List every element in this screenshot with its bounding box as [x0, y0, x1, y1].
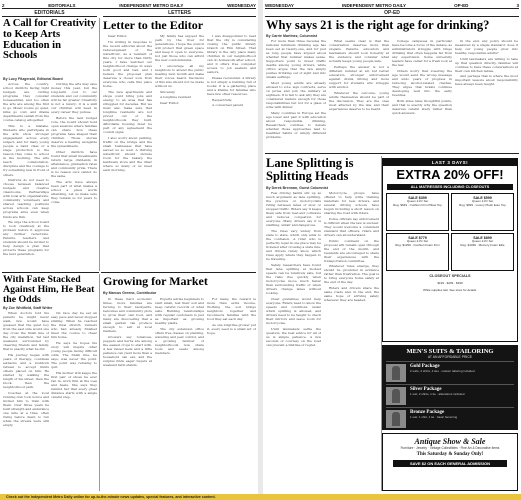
sale-item: [386, 233, 449, 271]
feature-para: Coaches at the local running club took notice and invited him to train with them. Over three years he built strength and endurance one mile at a time, often rising before dawn to run while the streets were still empty.: [3, 390, 49, 428]
footer-banner[interactable]: Check out the Independent Metro Daily online for up-to-the-minute news updates, special features, and interactive content.: [0, 494, 521, 500]
letters-col-1: [103, 34, 152, 271]
section-divider: [2, 272, 99, 273]
op-ed-para: Until lawmakers are willing to take up that question directly, families will continue to have these conversations at their own kitchen tables.: [455, 56, 518, 73]
growing-para: In these hard economic times, more families are turning to their backyards, balconies and community plots to grow their own food, and many are discovering that a small garden can produce enough to sell at local markets.: [103, 297, 152, 334]
growing-para: For many, the reward is more than extra income. Working the soil brings neighbors together and reconnects families with the food they eat each day.: [207, 297, 256, 322]
growing-para: Growers say tomatoes, peppers and herbs are among the easiest crops to start with. A few raised beds and a little patience can yield more than a household can eat, and the surplus finds eager buyers at weekend farm stands.: [103, 334, 152, 368]
right-folio-paper: INDEPENDENT METRO DAILY: [341, 2, 407, 8]
op-ed-col-3: [392, 39, 452, 151]
growing-para: The city extension office offers free classes on planting, watering and pest control, and a growing number of neighborhoods now share tools and seeds among members.: [155, 326, 204, 356]
feature-headline: With Fate Stacked Against Him, He Beat the Odds: [3, 274, 95, 305]
mattress-sale-ad[interactable]: [382, 158, 518, 342]
editorial-para: Districts do not need to choose between balanced budgets and creative classrooms. Partnerships with local arts organizations, community volunteers and shared teaching positions across schools can keep programs alive even when funds are thin.: [3, 178, 49, 219]
left-folio: [2, 2, 256, 9]
growing-headline: Growing for Market: [103, 274, 208, 288]
sale-item-name: SALE $599: [473, 196, 492, 200]
letter-para: A concerned parent: [212, 103, 244, 108]
suits-title: MEN'S SUITS & TAILORING: [406, 348, 494, 355]
sale-item: [386, 193, 449, 231]
op-ed-para: Many countries in Europe set the age lower and pair it with education about responsible drinking. Researchers continue to debate whether those approaches lead to healthier habits or simply different problems.: [266, 110, 326, 140]
lane-para: Motorcycle groups have offered to help write training materials for new drivers, and several driving schools have begun including a short lesson on sharing the road with riders.: [324, 191, 379, 216]
editorial-para: Other districts have found that small investments return large dividends in attendance, graduation rates and community pride. There is no reason ours cannot do the same.: [51, 149, 97, 179]
lane-para: The rules vary widely from state to state, which only adds to the confusion. A rider who is perfectly legal in one place may be ticketed after crossing a state line, and drivers rarely know which rules apply where they happen to be traveling.: [266, 228, 321, 262]
letter-para: Dear Editor,: [160, 100, 180, 105]
op-ed-para: Perhaps the answer is not a different number at all, but better education, stronger enforcement against drunk driving and more support for students who struggle with alcohol.: [329, 64, 389, 90]
feature-para: On race day he set an easy pace and never stopped smiling. When he reached the final stretch, runners who had already finished lined the course to cheer him home.: [51, 311, 97, 340]
package-name: Silver Package: [410, 387, 442, 392]
growing-byline: By Marcus Greene, Contributor: [103, 291, 157, 295]
letter-para: I also worry about parking, traffic on the bridge and the small businesses that have served us so well. A thriving waterfront should include room for the bakery, the hardware store and the diner where so many of us meet each morning.: [103, 135, 152, 172]
letter-para: I encourage all my neighbors to attend the public hearing next month and make their voices heard. Decisions of this size should not be made without us.: [155, 63, 204, 89]
sale-subheadline: ALL MATRESSES INCLUDING CLOSEOUTS: [387, 184, 513, 190]
antique-subtitle: Furniture · Jewelry · Vintage Collectibles · Fine Art & Decorative Items: [400, 446, 500, 450]
letter-para: I'm writing in response to the recent editorial about the redevelopment of the waterfront. As a resident of this city for more than thirty years, I have watched our neighborhood change in ways both good and bad, and I believe the proposed plan deserves a closer look from everyone who calls this place home.: [103, 39, 152, 89]
lane-para: Riders and drivers share the same roads and, in the end, the same hope of arriving safely wherever they are headed.: [324, 286, 379, 303]
right-section-row: [265, 10, 519, 17]
editorial-para: The arts have always been part of what makes a school a place worth attending. Let us make sure they remain so for years to come.: [51, 179, 97, 204]
suits-package: [386, 407, 514, 428]
op-ed-col-4: [455, 39, 518, 151]
growing-col-3: [207, 297, 256, 491]
op-ed-para: Others worry that lowering the age would send the wrong message and undo years of progress in reducing alcohol-related crashes. They argue that brains continue developing well into the early twenties.: [392, 68, 452, 98]
section-op-ed: OP-ED: [265, 10, 519, 17]
letter-greeting: Dear Editor,: [108, 34, 128, 38]
letter-para: I was disappointed to read that the city is considering closing the public library branch on Elm Street. That library is the only place many children in our neighborhood can do homework after school, and it offers free computer access to job seekers and seniors.: [207, 34, 256, 75]
feature-para: His journey began with years of therapy, countless setbacks and a stubborn refusal to accept limits others placed on him. He started by walking the length of his street, then the block, then the neighborhood park.: [3, 352, 49, 390]
editorial-byline: By Lucy Fitzgerald, Editorial Board: [3, 77, 63, 81]
left-folio-date: WEDNESDAY: [227, 2, 256, 8]
package-name: Gold Package: [410, 364, 440, 369]
section-letters: LETTERS: [103, 10, 256, 17]
left-folio-paper: INDEPENDENT METRO DAILY: [119, 2, 184, 8]
sale-item-size: Queen 2-Pc Set: [406, 199, 429, 203]
sale-headline: EXTRA 20% OFF!: [396, 167, 504, 182]
package-desc: 2 suits, 2 shirts, 2 ties · custom tailoring included: [410, 369, 475, 373]
letters-col-2: [155, 34, 204, 271]
op-ed-para: And perhaps that is where the most important lessons about responsibility have always been taught.: [455, 74, 518, 87]
lane-para: Clear guidelines would help everyone. Riders need to know the speeds and conditions under which splitting is allowed, and drivers need to be taught to check their mirrors and leave room for motorcycles.: [266, 296, 321, 325]
mens-suits-ad[interactable]: [382, 345, 518, 430]
sale-item-desc: Reg. $649 · Cushion Firm Pillow Top: [393, 202, 442, 207]
right-folio-date: WEDNESDAY: [265, 2, 294, 8]
letter-para: Respectfully,: [212, 97, 232, 102]
feature-para: He says he hopes his story will inspire other young people facing difficult odds. The finish line, he says, was never the point. The point was refusing to quit.: [51, 340, 97, 370]
suit-image-icon: [386, 387, 406, 405]
antique-title: Antique Show & Sale: [414, 437, 486, 446]
lane-para: Until lawmakers settle the question, the best advice for all of us is simple patience. A few seconds of courtesy on the road can prevent a lifetime of regret.: [266, 326, 321, 347]
op-ed-para: College campuses in particular have become a focus of the debate, as administrators struggle with binge drinking that often happens far from any supervision. Some university leaders have called for a fresh look at the law.: [392, 39, 452, 68]
lane-para: Police officials say enforcement is difficult when the law is unclear. They would welcome a consistent standard that officers, riders and drivers can all understand.: [324, 216, 379, 237]
sale-item-desc: Reg. $1499 · Memory Foam Elite: [460, 242, 505, 247]
letter-para: Sincerely,: [160, 89, 176, 94]
right-page-number: 3: [516, 2, 519, 8]
suits-subtitle: AT AN AFFORDABLE PRICE: [427, 355, 473, 359]
growing-col-2: [155, 297, 204, 491]
feature-para: His mother still keeps the first pair of shoes he ever ran in, worn thin at the toes and heels. She says they remind her that every great distance starts with a single careful step.: [51, 370, 97, 399]
sale-top-banner: LAST 3 DAYS!: [383, 159, 517, 166]
letters-col-3: [207, 34, 256, 271]
column-rule: [99, 274, 100, 491]
feature-para: When doctors told his parents he might never walk, few would have guessed that the quiet boy from the east side would one day cross the finish line of the city marathon. Yet last weekend, surrounded by cheering friends and family, that is exactly what he did.: [3, 311, 49, 352]
left-folio-section: EDITORIALS: [48, 2, 76, 8]
left-section-row: [2, 10, 256, 17]
op-ed-byline: By Carrie Martinez, Columnist: [266, 34, 318, 38]
left-page-number: 2: [2, 2, 5, 8]
suits-package: [386, 384, 514, 405]
op-ed-headline: Why says 21 is the right age for drinking?: [266, 18, 490, 32]
op-ed-para: Most young adults are already allowed to vote, sign contracts, serve on juries and join the military at eighteen. It is fair to ask why they are considered mature enough for those responsibilities but not for a glass of wine with dinner.: [266, 80, 326, 110]
feature-byline: By Zoe Whitfield, Staff Writer: [3, 306, 53, 310]
op-ed-para: What seems clear is that the conversation deserves more than slogans. Parents, educators and lawmakers should look honestly at the evidence and consider what actually keeps young people safe.: [329, 39, 389, 64]
editorial-headline: A Call for Creativity to Keep Arts Education in Schools: [3, 18, 96, 62]
feature-col-2: [51, 311, 97, 491]
growing-col-1: [103, 297, 152, 491]
editorial-body-col-1: [3, 82, 49, 267]
column-rule: [99, 18, 100, 271]
section-editorials: EDITORIALS: [2, 10, 97, 17]
sale-item-name: SALE $399: [408, 196, 427, 200]
lane-splitting-col-1: [266, 191, 321, 491]
sale-item-size: Queen 2-Pc Set: [471, 199, 494, 203]
sale-item: [451, 193, 514, 231]
lane-splitting-col-2: [324, 191, 379, 491]
sale-item-name: SALE $899: [473, 236, 492, 240]
growing-para: As one longtime grower put it, every seed is a small act of hope.: [207, 322, 256, 335]
growing-para: Experts advise beginners to start small, test their soil and keep careful records of what sells. Building relationships with regular customers is just as important as growing healthy plants.: [155, 297, 204, 326]
right-folio-section: OP-ED: [454, 2, 469, 8]
editorial-para: Cutting the arts may save money this year, but the long-term cost to our students and our community will be far greater. Creativity is not a luxury; it is a skill our children will need in every career they pursue.: [51, 82, 97, 115]
feature-col-1: [3, 311, 49, 491]
editorial-para: Before the next budget vote, the board should hold open sessions where families can share how these programs have shaped their children. Those stories deserve a hearing alongside the spreadsheets.: [51, 115, 97, 149]
editorial-para: We urge the school board to look creatively at the problem before it approves any further reductions. Parents, teachers and students should be invited to help design a plan that protects these programs for the next generation.: [3, 220, 49, 257]
closeout-title: CLOSEOUT SPECIALS: [429, 274, 471, 278]
section-divider: [101, 272, 256, 273]
lane-para: Few driving habits stir up as much argument as lane splitting, the practice of motorcyclists riding between lanes of slow or stopped traffic. Riders say it keeps them safe from rear-end collisions and reduces congestion for everyone. Many drivers say it is startling, unfair and dangerous.: [266, 191, 321, 228]
package-name: Bronze Package: [410, 410, 445, 415]
closeout-note: While supplies last. See store for details.: [422, 288, 478, 292]
letter-para: Please reconsider. A library is not simply a building full of books; it is a gathering place and a lifeline for families who have few other resources.: [207, 75, 256, 97]
sale-item-size: Queen 2-Pc Set: [406, 239, 429, 243]
sale-item-size: Queen 2-Pc Set: [471, 239, 494, 243]
op-ed-para: For more than three decades the national minimum drinking age has been set at twenty-one, and for just as long people have argued about whether that number makes sense. Supporters point to fewer traffic deaths among young drivers, while critics argue that the law simply pushes drinking out of sight and into unsafe settings.: [266, 39, 326, 80]
sale-item-desc: Reg. $1299 · Cushion Foam Firm: [395, 242, 440, 247]
closeout-prices: $199 · $299 · $399: [437, 281, 463, 285]
lane-para: Safety researchers have found that lane splitting at modest speeds can be relatively safe, but the risks rise quickly when motorcycles move much faster than surrounding traffic or when drivers change lanes without looking.: [266, 262, 321, 296]
op-ed-col-2: [329, 39, 389, 151]
letters-headline: Letter to the Editor: [103, 18, 204, 32]
op-ed-para: Both sides raise thoughtful points, and that is exactly why the question deserves careful study rather than quick answers.: [392, 98, 452, 115]
letter-para: The new apartments and shops could bring jobs and energy to an area that has struggled for decades. But we must also make sure that longtime residents are not priced out of the neighborhoods they built. Affordable housing must be part of any agreement the council signs.: [103, 89, 152, 135]
antique-coupon: SAVE $2 ON EACH GENERAL ADMISSION: [393, 460, 507, 467]
op-ed-para: Whatever the outcome, young adults themselves should be part of the discussion. They are the ones most affected by the law, and their experiences deserve to be heard.: [329, 90, 389, 111]
editorial-para: Across the country, school districts facing tight budgets are cutting programs they consider nonessential, and too often the arts are among the first to go. Music rooms go quiet, kilns go cold, and drama departments vanish from the course catalog altogether.: [3, 82, 49, 123]
lane-para: Public comment on the proposal will remain open through the end of the month, and residents are encouraged to share their experiences with the transportation committee.: [324, 238, 379, 263]
lane-para: Whatever rules emerge, they should be grounded in evidence rather than frustration. The goal is to bring everyone home safely at the end of the day.: [324, 264, 379, 285]
sale-item-name: SALE $779: [408, 236, 427, 240]
right-folio: [265, 2, 519, 9]
section-divider: [265, 153, 519, 154]
editorial-para: This is a mistake. Students who participate in the arts show stronger engagement across every subject, and for many young people a band class or a stage production is the reason they come to school in the morning. The arts teach collaboration, discipline and the courage to try something new in front of others.: [3, 123, 49, 177]
editorial-body-col-2: [51, 82, 97, 267]
lane-splitting-byline: By Derek Brennan, Guest Columnist: [266, 186, 328, 190]
sale-grid: [386, 193, 514, 271]
suit-image-icon: [386, 364, 406, 382]
lane-splitting-headline: Lane Splitting is Splitting Heads: [266, 156, 354, 183]
suits-package: [386, 361, 514, 382]
left-page: [0, 0, 258, 500]
op-ed-col-1: [266, 39, 326, 151]
package-desc: 1 suit, 1 shirt, 1 tie · basic hemming: [410, 415, 458, 419]
suit-image-icon: [386, 410, 406, 428]
letter-para: A longtime resident: [160, 95, 191, 100]
antique-dates: This Saturday & Sunday Only!: [416, 452, 484, 458]
package-desc: 1 suit, 2 shirts, 1 tie · alterations included: [410, 392, 465, 396]
op-ed-para: In the end, any policy should be measured by a single standard: does it help our young people grow into healthy, responsible adults?: [455, 39, 518, 56]
antique-show-ad[interactable]: [382, 433, 518, 491]
sale-item-desc: Reg. $999 · Luxury Plush Euro Top: [459, 202, 506, 207]
sale-item: [451, 233, 514, 271]
letter-para: My family has enjoyed the park by the river for generations. I hope the council will protect that green space and keep it open to everyone, not just those who can afford the new condominiums.: [155, 34, 204, 63]
